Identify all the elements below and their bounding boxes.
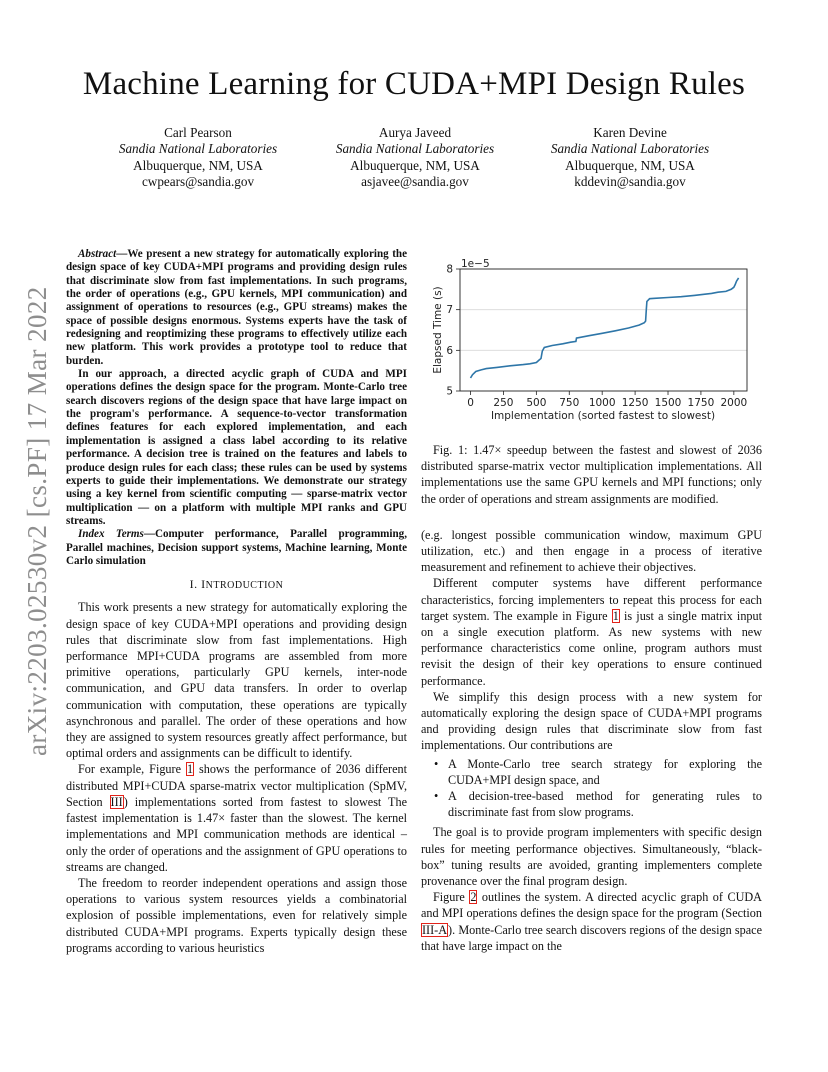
- body-paragraph: We simplify this design process with a new system for automatically exploring the design space of CUDA+MPI programs and providing design rules that discriminate slow from fast implementations. Our contributions are: [421, 689, 762, 753]
- y-tick-label: 7: [446, 304, 453, 317]
- x-tick-label: 750: [559, 397, 580, 409]
- index-terms-text: —Computer performance, Parallel programming, Parallel machines, Decision support systems, Machine learning, Monte Carlo simulation: [66, 528, 407, 567]
- figure-link[interactable]: 1: [612, 608, 619, 623]
- x-tick-label: 1250: [621, 397, 649, 409]
- abstract-text: —We present a new strategy for automatically exploring the design space of key CUDA+MPI programs and providing design rules that discriminate slow from fast implementations. In such programs, the order of operations (e.g., GPU kernels, MPI communication) and assignment of operations to resources (e.g., GPU streams) makes the space of possible designs enormous. Systems experts have the task of redesigning and reoptimizing these programs to effectively utilize each new platform. This work provides a prototype tool to reduce that burden.: [66, 248, 407, 367]
- body-paragraph: [66, 761, 407, 874]
- author-block: [305, 125, 525, 191]
- text-run: ). Monte-Carlo tree search discovers regions of the design space that have large impact on the: [421, 922, 762, 953]
- section-heading: [66, 576, 407, 594]
- author-affiliation: Sandia National Laboratories: [118, 141, 278, 157]
- contributions-list: [421, 756, 762, 821]
- abstract: [66, 248, 407, 568]
- text-run: outlines the system. A directed acyclic graph of CUDA and MPI operations defines the design space for the program (Section: [421, 890, 762, 921]
- text-run: ) implementations sorted from fastest to slowest The fastest implementation is 1.47× faster than the slowest. The kernel implementations and MPI communication methods are identical – only the order of operations and the assignment of GPU operations to streams are changed.: [66, 794, 407, 874]
- author-name: Aurya Javeed: [378, 125, 452, 140]
- x-tick-label: 1750: [687, 397, 715, 409]
- abstract-paragraph: In our approach, a directed acyclic graph of CUDA and MPI operations defines the design space for the program. Monte-Carlo tree search discovers regions of the design space that have large impact on the program's performance. A sequence-to-vector transformation defines features for each explored implementation, and each implementation is assigned a class label according to its relative performance. A decision tree is trained on the features and labels to produce design rules for each class; these rules can be used by systems experts to guide their implementations. We demonstrate our strategy using a key kernel from scientific computing — sparse-matrix vector multiplication — on a platform with multiple MPI ranks and GPU streams.: [66, 368, 407, 527]
- body-paragraph: (e.g. longest possible communication window, maximum GPU utilization, etc.) and then engage in a process of iterative measurement and refinement to achieve their objectives.: [421, 527, 762, 575]
- x-tick-label: 500: [526, 397, 547, 409]
- figure-caption: Fig. 1: 1.47× speedup between the fastest and slowest of 2036 distributed sparse-matrix vector multiplication implementations. All implementations use the same GPU kernels and MPI functions; only the order of operations and stream assignments are modified.: [421, 443, 762, 506]
- y-multiplier-label: 1e−5: [461, 258, 490, 270]
- index-terms: [66, 528, 407, 568]
- section-link[interactable]: III-A: [422, 922, 448, 937]
- author-block: [520, 125, 740, 191]
- chart-grid: [460, 269, 747, 391]
- author-location: Albuquerque, NM, USA: [350, 157, 480, 173]
- author-location: Albuquerque, NM, USA: [133, 157, 263, 173]
- author-email: cwpears@sandia.gov: [141, 174, 255, 190]
- text-run: shows the performance of 2036 different distributed MPI+CUDA sparse-matrix vector multiplication (SpMV, Section: [66, 762, 407, 809]
- x-tick-label: 0: [467, 397, 474, 409]
- y-tick-label: 5: [446, 385, 453, 398]
- series-line: [471, 278, 739, 378]
- abstract-paragraph: [66, 248, 407, 368]
- left-column: [66, 248, 407, 956]
- y-axis: [446, 264, 460, 398]
- text-run: Figure: [433, 890, 470, 905]
- author-block: [88, 125, 308, 191]
- x-tick-label: 1000: [588, 397, 616, 409]
- author-affiliation: Sandia National Laboratories: [550, 141, 710, 157]
- paper-title: Machine Learning for CUDA+MPI Design Rules: [82, 66, 746, 102]
- figure-1-chart: [425, 254, 760, 432]
- author-name: Carl Pearson: [164, 125, 232, 140]
- author-email: kddevin@sandia.gov: [574, 174, 686, 190]
- author-name: Karen Devine: [593, 125, 667, 140]
- y-tick-label: 8: [446, 263, 453, 276]
- index-terms-label: Index Terms: [78, 528, 144, 541]
- x-axis: [467, 391, 747, 409]
- x-tick-label: 250: [493, 397, 514, 409]
- right-column: [421, 442, 762, 954]
- body-paragraph: This work presents a new strategy for automatically exploring the design space of key CUDA+MPI operations and providing design rules that discriminate slow from fast implementations. High performance MPI+CUDA programs are assembled from more primitive operations, particularly GPU kernels, inter-node communication, and GPU data transfers. In order to overlap communication with computation, these operations are typically asynchronous and parallel. The order of these operations and how they are assigned to system resources greatly affect performance, but optimal orders and assignments can be difficult to identify.: [66, 600, 407, 761]
- body-paragraph: The freedom to reorder independent operations and assign those operations to various system resources yields a combinatorial explosion of possible implementations, even for relatively simple distributed CUDA+MPI programs. Experts typically design these programs according to various heuristics: [66, 875, 407, 955]
- body-paragraph: [421, 889, 762, 954]
- body-paragraph: [421, 575, 762, 688]
- list-item: • A Monte-Carlo tree search strategy for exploring the CUDA+MPI design space, and: [421, 756, 762, 788]
- figure-link[interactable]: 2: [470, 890, 477, 905]
- y-axis-label: Elapsed Time (s): [432, 286, 444, 374]
- section-heading-text: NTRODUCTION: [205, 580, 284, 592]
- author-email: asjavee@sandia.gov: [361, 174, 469, 190]
- figure-link[interactable]: 1: [186, 762, 194, 777]
- x-axis-label: Implementation (sorted fastest to slowest): [490, 410, 716, 422]
- y-tick-label: 6: [446, 344, 453, 357]
- text-run: For example, Figure: [78, 762, 186, 777]
- body-paragraph: The goal is to provide program implementers with specific design rules for meeting performance objectives. Simultaneously, “black-box” tuning results are avoided, granting implementers complete provenance over the final program design.: [421, 825, 762, 889]
- author-location: Albuquerque, NM, USA: [565, 157, 695, 173]
- author-affiliation: Sandia National Laboratories: [335, 141, 495, 157]
- text-run: is just a single matrix input on a single execution platform. As new systems with new performance characteristics come online, program authors must revisit the design of their key operations to ensure continued performance.: [421, 608, 762, 688]
- x-tick-label: 2000: [720, 397, 748, 409]
- section-link[interactable]: III: [110, 794, 123, 809]
- section-heading-number: I. I: [189, 577, 206, 592]
- arxiv-identifier: arXiv:2203.02530v2 [cs.PF] 17 Mar 2022: [22, 286, 52, 756]
- plot-frame: [460, 269, 747, 391]
- list-item: • A decision-tree-based method for generating rules to discriminate fast from slow programs.: [421, 788, 762, 820]
- text-run: Different computer systems have different performance characteristics, forcing implementers to repeat this process for each target system. The example in Figure: [421, 576, 762, 623]
- abstract-label: Abstract: [78, 248, 117, 260]
- x-tick-label: 1500: [654, 397, 682, 409]
